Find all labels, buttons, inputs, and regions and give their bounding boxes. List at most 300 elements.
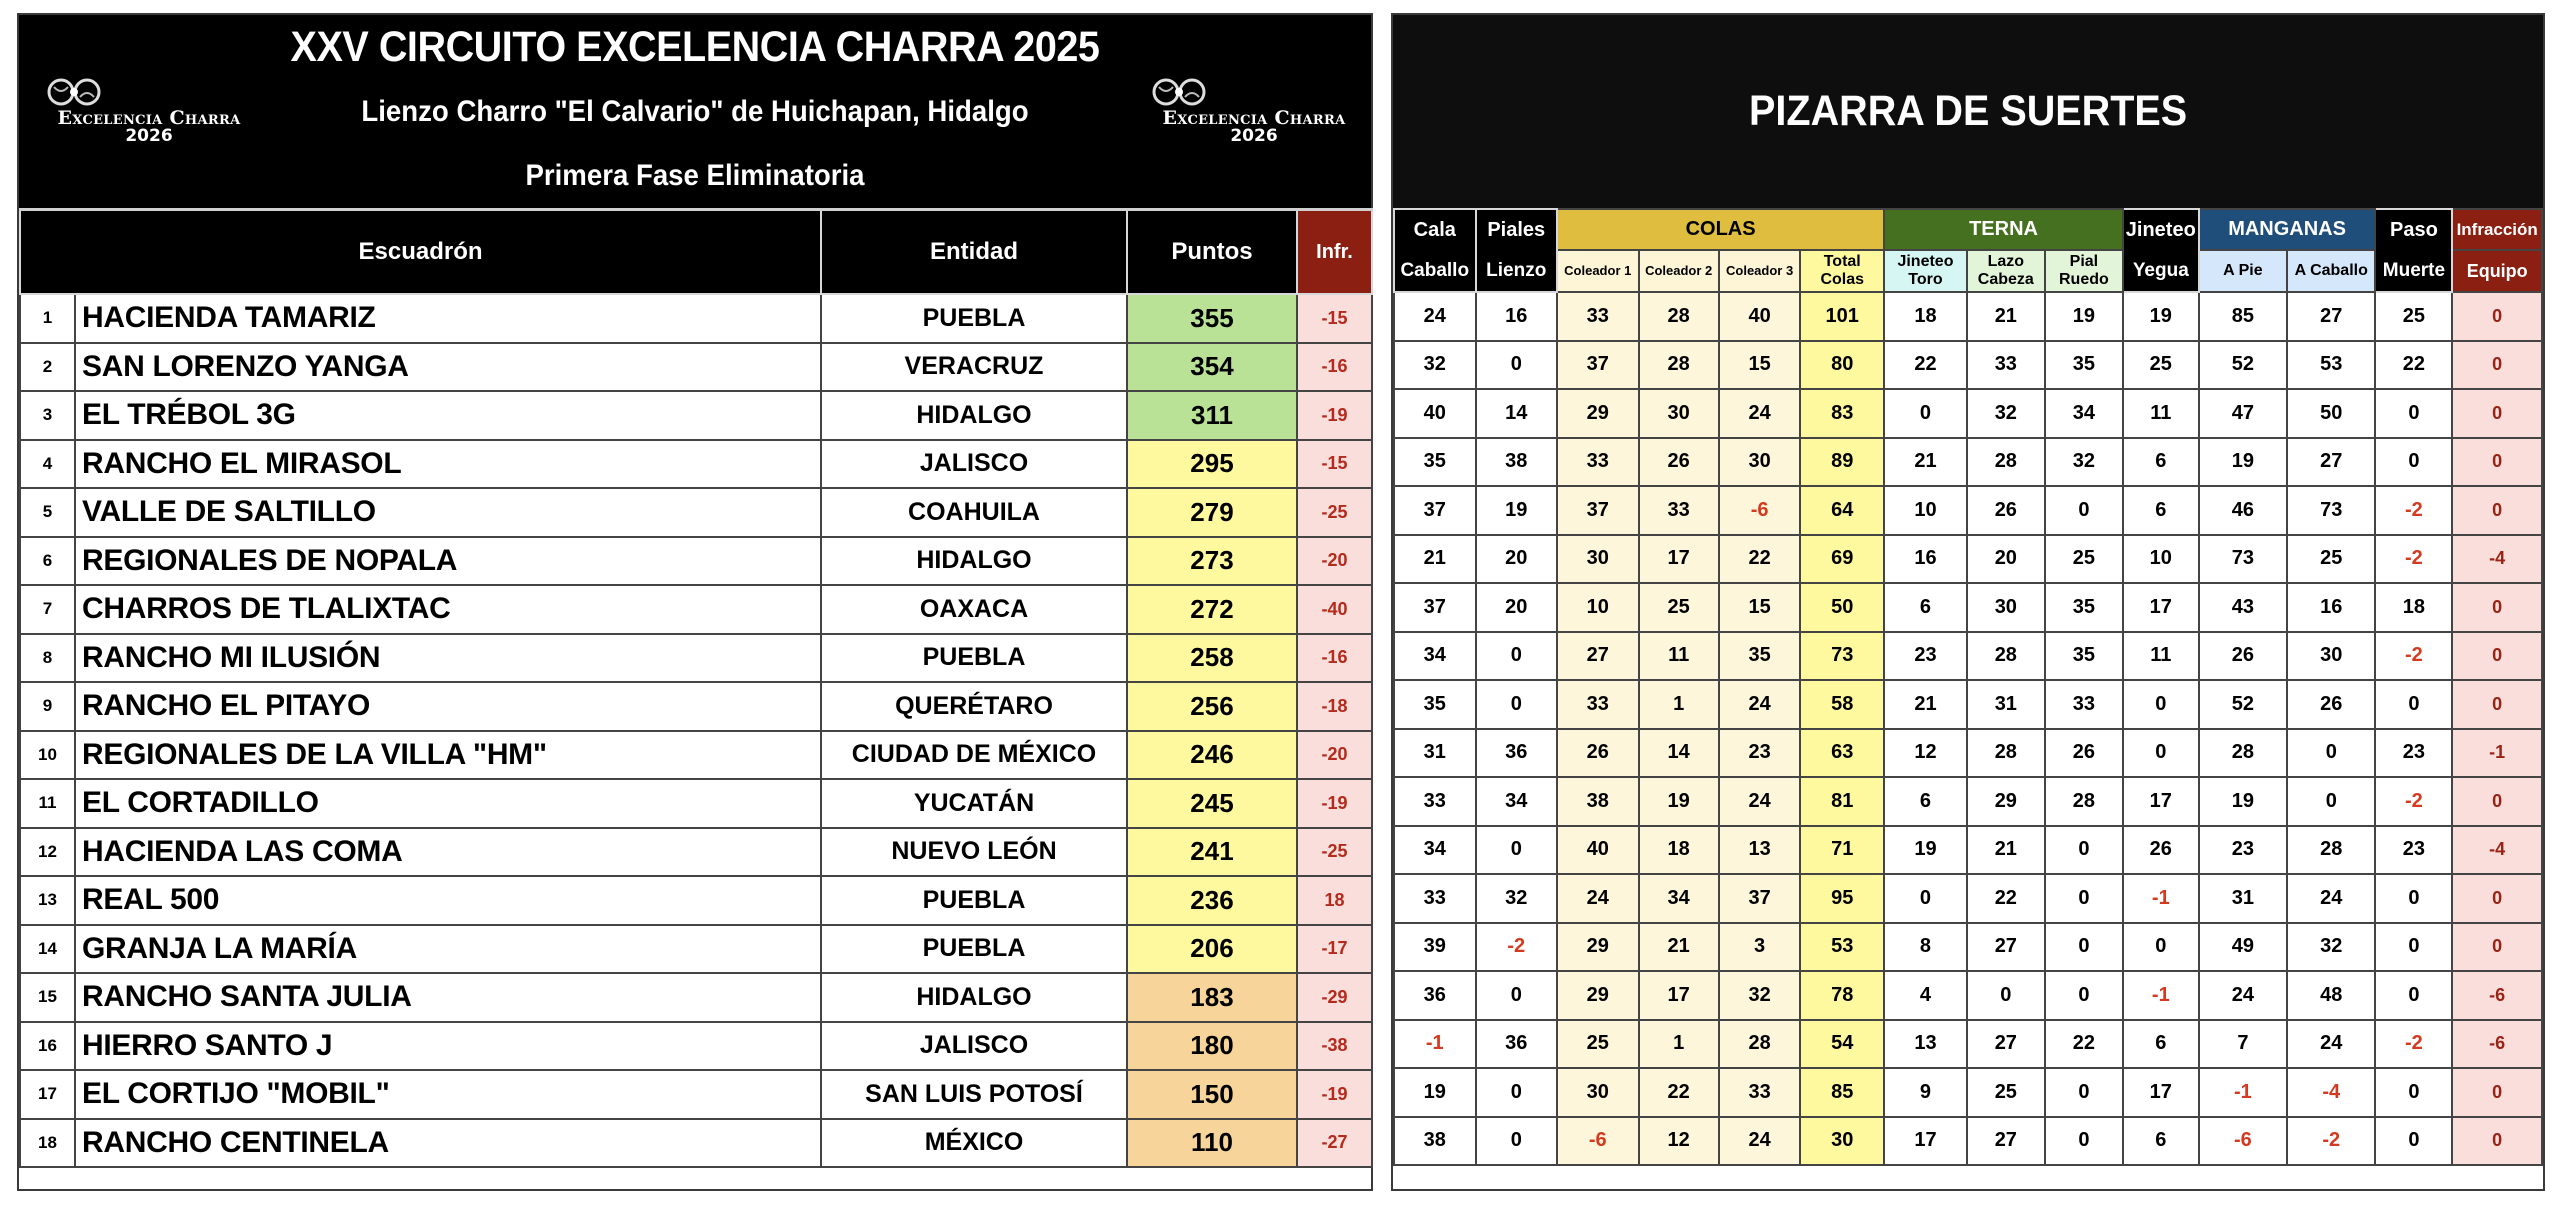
- state-cell: HIDALGO: [821, 537, 1127, 586]
- points-cell: 206: [1127, 925, 1297, 974]
- infractions-cell: -38: [1297, 1022, 1372, 1071]
- infractions-cell: -16: [1297, 343, 1372, 392]
- cala-caballo-cell: 34: [1394, 826, 1476, 875]
- jineteo-toro-cell: 9: [1884, 1068, 1967, 1117]
- paso-muerte-cell: 0: [2375, 971, 2452, 1020]
- jineteo-yegua-cell: 11: [2123, 632, 2199, 681]
- coleador-3-cell: 3: [1719, 923, 1801, 972]
- team-name-cell: HIERRO SANTO J: [75, 1022, 821, 1071]
- lazo-cabeza-cell: 21: [1967, 826, 2045, 875]
- position-cell: 12: [20, 828, 75, 877]
- infractions-cell: -40: [1297, 585, 1372, 634]
- lazo-cabeza-cell: 32: [1967, 389, 2045, 438]
- jineteo-yegua-cell: 10: [2123, 535, 2199, 584]
- cala-caballo-cell: 37: [1394, 583, 1476, 632]
- header-a-caballo: A Caballo: [2287, 250, 2375, 292]
- position-cell: 2: [20, 343, 75, 392]
- standings-row: [20, 1022, 1372, 1071]
- coleador-3-cell: 23: [1719, 729, 1801, 778]
- logo-text: Excelencia Charra: [57, 107, 241, 129]
- infraccion-equipo-cell: 0: [2452, 632, 2542, 681]
- points-cell: 246: [1127, 731, 1297, 780]
- logo-text: Excelencia Charra: [1162, 107, 1346, 129]
- standings-row: [20, 294, 1372, 343]
- infractions-cell: -16: [1297, 634, 1372, 683]
- points-cell: 355: [1127, 294, 1297, 343]
- total-colas-cell: 101: [1800, 292, 1884, 341]
- coleador-2-cell: 11: [1639, 632, 1719, 681]
- piales-lienzo-cell: 20: [1476, 583, 1558, 632]
- infraccion-equipo-cell: 0: [2452, 1117, 2542, 1166]
- infraccion-equipo-cell: -6: [2452, 1020, 2542, 1069]
- header-coleador-2: Coleador 2: [1639, 250, 1719, 292]
- state-cell: HIDALGO: [821, 391, 1127, 440]
- state-cell: PUEBLA: [821, 294, 1127, 343]
- cala-caballo-cell: 36: [1394, 971, 1476, 1020]
- jineteo-toro-cell: 6: [1884, 583, 1967, 632]
- mangana-a-pie-cell: 31: [2199, 874, 2287, 923]
- jineteo-yegua-cell: -1: [2123, 971, 2199, 1020]
- position-cell: 16: [20, 1022, 75, 1071]
- standings-title-block: [19, 15, 1371, 208]
- team-name-cell: RANCHO SANTA JULIA: [75, 973, 821, 1022]
- team-name-cell: RANCHO EL MIRASOL: [75, 440, 821, 489]
- standings-row: [20, 682, 1372, 731]
- lazo-cabeza-cell: 31: [1967, 680, 2045, 729]
- pial-ruedo-cell: 25: [2045, 535, 2123, 584]
- mangana-a-pie-cell: 19: [2199, 438, 2287, 487]
- team-name-cell: HACIENDA TAMARIZ: [75, 294, 821, 343]
- piales-lienzo-cell: 20: [1476, 535, 1558, 584]
- team-name-cell: EL TRÉBOL 3G: [75, 391, 821, 440]
- mangana-a-pie-cell: 73: [2199, 535, 2287, 584]
- header-jineteo-toro-line2: Toro: [1908, 271, 1943, 288]
- coleador-2-cell: 33: [1639, 486, 1719, 535]
- coleador-2-cell: 17: [1639, 535, 1719, 584]
- jineteo-yegua-cell: 25: [2123, 341, 2199, 390]
- points-cell: 295: [1127, 440, 1297, 489]
- points-cell: 311: [1127, 391, 1297, 440]
- standings-row: [20, 973, 1372, 1022]
- total-colas-cell: 63: [1800, 729, 1884, 778]
- team-name-cell: GRANJA LA MARÍA: [75, 925, 821, 974]
- position-cell: 1: [20, 294, 75, 343]
- header-lazo-cabeza-line2: Cabeza: [1977, 271, 2034, 288]
- coleador-2-cell: 18: [1639, 826, 1719, 875]
- mangana-a-pie-cell: 85: [2199, 292, 2287, 341]
- infractions-cell: -25: [1297, 488, 1372, 537]
- points-cell: 180: [1127, 1022, 1297, 1071]
- infraccion-equipo-cell: 0: [2452, 583, 2542, 632]
- mangana-a-pie-cell: 28: [2199, 729, 2287, 778]
- infractions-cell: -29: [1297, 973, 1372, 1022]
- lazo-cabeza-cell: 33: [1967, 341, 2045, 390]
- state-cell: PUEBLA: [821, 634, 1127, 683]
- board-row: [1394, 1117, 2542, 1166]
- paso-muerte-cell: -2: [2375, 1020, 2452, 1069]
- position-cell: 6: [20, 537, 75, 586]
- jineteo-toro-cell: 17: [1884, 1117, 1967, 1166]
- total-colas-cell: 85: [1800, 1068, 1884, 1117]
- jineteo-toro-cell: 12: [1884, 729, 1967, 778]
- lazo-cabeza-cell: 27: [1967, 1117, 2045, 1166]
- coleador-2-cell: 28: [1639, 341, 1719, 390]
- coleador-2-cell: 1: [1639, 1020, 1719, 1069]
- jineteo-toro-cell: 4: [1884, 971, 1967, 1020]
- paso-muerte-cell: 23: [2375, 826, 2452, 875]
- jineteo-toro-cell: 21: [1884, 680, 1967, 729]
- position-cell: 14: [20, 925, 75, 974]
- infractions-cell: -19: [1297, 391, 1372, 440]
- header-state: Entidad: [821, 210, 1127, 295]
- coleador-1-cell: 37: [1557, 486, 1639, 535]
- pial-ruedo-cell: 35: [2045, 341, 2123, 390]
- position-cell: 13: [20, 876, 75, 925]
- state-cell: PUEBLA: [821, 876, 1127, 925]
- coleador-1-cell: 29: [1557, 923, 1639, 972]
- mangana-a-pie-cell: 23: [2199, 826, 2287, 875]
- infractions-cell: -20: [1297, 731, 1372, 780]
- standings-row: [20, 343, 1372, 392]
- mangana-a-caballo-cell: 0: [2287, 729, 2375, 778]
- coleador-3-cell: 22: [1719, 535, 1801, 584]
- total-colas-cell: 69: [1800, 535, 1884, 584]
- header-pial-ruedo-line2: Ruedo: [2058, 271, 2109, 288]
- infraccion-equipo-cell: 0: [2452, 292, 2542, 341]
- coleador-1-cell: 33: [1557, 680, 1639, 729]
- coleador-2-cell: 28: [1639, 292, 1719, 341]
- cala-caballo-cell: 39: [1394, 923, 1476, 972]
- jineteo-yegua-cell: 6: [2123, 486, 2199, 535]
- standings-row: [20, 537, 1372, 586]
- standings-row: [20, 391, 1372, 440]
- board-header-row-1: [1394, 209, 2542, 250]
- header-jineteo: Jineteo: [2123, 209, 2199, 250]
- paso-muerte-cell: 0: [2375, 1117, 2452, 1166]
- paso-muerte-cell: 0: [2375, 438, 2452, 487]
- jineteo-yegua-cell: 17: [2123, 777, 2199, 826]
- paso-muerte-cell: 0: [2375, 874, 2452, 923]
- phase-subtitle: Primera Fase Eliminatoria: [525, 159, 865, 192]
- coleador-3-cell: 24: [1719, 680, 1801, 729]
- state-cell: PUEBLA: [821, 925, 1127, 974]
- header-coleador-3: Coleador 3: [1719, 250, 1801, 292]
- board-row: [1394, 874, 2542, 923]
- standings-row: [20, 488, 1372, 537]
- points-cell: 236: [1127, 876, 1297, 925]
- mangana-a-pie-cell: 24: [2199, 971, 2287, 1020]
- standings-row: [20, 1070, 1372, 1119]
- jineteo-yegua-cell: 19: [2123, 292, 2199, 341]
- cala-caballo-cell: -1: [1394, 1020, 1476, 1069]
- coleador-2-cell: 25: [1639, 583, 1719, 632]
- cala-caballo-cell: 34: [1394, 632, 1476, 681]
- team-name-cell: CHARROS DE TLALIXTAC: [75, 585, 821, 634]
- paso-muerte-cell: 22: [2375, 341, 2452, 390]
- page-title: XXV CIRCUITO EXCELENCIA CHARRA 2025: [290, 23, 1100, 71]
- piales-lienzo-cell: 32: [1476, 874, 1558, 923]
- header-colas: COLAS: [1557, 209, 1884, 250]
- points-cell: 256: [1127, 682, 1297, 731]
- coleador-1-cell: 29: [1557, 971, 1639, 1020]
- board-title: PIZARRA DE SUERTES: [1748, 87, 2188, 135]
- pial-ruedo-cell: 26: [2045, 729, 2123, 778]
- coleador-1-cell: 30: [1557, 1068, 1639, 1117]
- state-cell: COAHUILA: [821, 488, 1127, 537]
- total-colas-cell: 78: [1800, 971, 1884, 1020]
- board-row: [1394, 1020, 2542, 1069]
- pial-ruedo-cell: 28: [2045, 777, 2123, 826]
- mangana-a-caballo-cell: 24: [2287, 874, 2375, 923]
- mangana-a-caballo-cell: 26: [2287, 680, 2375, 729]
- paso-muerte-cell: 0: [2375, 680, 2452, 729]
- infractions-cell: -25: [1297, 828, 1372, 877]
- position-cell: 5: [20, 488, 75, 537]
- coleador-3-cell: 37: [1719, 874, 1801, 923]
- mangana-a-caballo-cell: 27: [2287, 438, 2375, 487]
- mangana-a-pie-cell: 49: [2199, 923, 2287, 972]
- pial-ruedo-cell: 0: [2045, 826, 2123, 875]
- header-equipo: Equipo: [2452, 250, 2542, 292]
- infractions-cell: -20: [1297, 537, 1372, 586]
- paso-muerte-cell: 18: [2375, 583, 2452, 632]
- coleador-2-cell: 17: [1639, 971, 1719, 1020]
- total-colas-cell: 80: [1800, 341, 1884, 390]
- cala-caballo-cell: 21: [1394, 535, 1476, 584]
- position-cell: 7: [20, 585, 75, 634]
- jineteo-yegua-cell: 11: [2123, 389, 2199, 438]
- lazo-cabeza-cell: 27: [1967, 923, 2045, 972]
- cala-caballo-cell: 32: [1394, 341, 1476, 390]
- lazo-cabeza-cell: 0: [1967, 971, 2045, 1020]
- board-row: [1394, 680, 2542, 729]
- infraccion-equipo-cell: 0: [2452, 486, 2542, 535]
- mangana-a-caballo-cell: 16: [2287, 583, 2375, 632]
- points-cell: 272: [1127, 585, 1297, 634]
- state-cell: YUCATÁN: [821, 779, 1127, 828]
- coleador-3-cell: -6: [1719, 486, 1801, 535]
- jineteo-toro-cell: 18: [1884, 292, 1967, 341]
- coleador-2-cell: 14: [1639, 729, 1719, 778]
- mangana-a-caballo-cell: -2: [2287, 1117, 2375, 1166]
- cala-caballo-cell: 19: [1394, 1068, 1476, 1117]
- infractions-cell: 18: [1297, 876, 1372, 925]
- jineteo-yegua-cell: 0: [2123, 680, 2199, 729]
- header-jineteo-toro: [1884, 250, 1967, 292]
- piales-lienzo-cell: 16: [1476, 292, 1558, 341]
- logo-year: 2026: [125, 126, 173, 146]
- paso-muerte-cell: 0: [2375, 389, 2452, 438]
- board-row: [1394, 438, 2542, 487]
- pial-ruedo-cell: 34: [2045, 389, 2123, 438]
- header-muerte: Muerte: [2375, 250, 2452, 292]
- coleador-1-cell: 40: [1557, 826, 1639, 875]
- pial-ruedo-cell: 0: [2045, 486, 2123, 535]
- total-colas-cell: 89: [1800, 438, 1884, 487]
- total-colas-cell: 30: [1800, 1117, 1884, 1166]
- total-colas-cell: 58: [1800, 680, 1884, 729]
- pial-ruedo-cell: 0: [2045, 971, 2123, 1020]
- piales-lienzo-cell: 36: [1476, 1020, 1558, 1069]
- header-lazo-cabeza: [1967, 250, 2045, 292]
- mangana-a-pie-cell: 26: [2199, 632, 2287, 681]
- paso-muerte-cell: -2: [2375, 486, 2452, 535]
- board-row: [1394, 389, 2542, 438]
- pial-ruedo-cell: 33: [2045, 680, 2123, 729]
- points-cell: 354: [1127, 343, 1297, 392]
- coleador-3-cell: 15: [1719, 341, 1801, 390]
- jineteo-toro-cell: 21: [1884, 438, 1967, 487]
- jineteo-toro-cell: 19: [1884, 826, 1967, 875]
- header-manganas: MANGANAS: [2199, 209, 2376, 250]
- jineteo-yegua-cell: 0: [2123, 923, 2199, 972]
- jineteo-toro-cell: 10: [1884, 486, 1967, 535]
- jineteo-yegua-cell: 17: [2123, 1068, 2199, 1117]
- coleador-2-cell: 22: [1639, 1068, 1719, 1117]
- points-cell: 241: [1127, 828, 1297, 877]
- mangana-a-caballo-cell: 25: [2287, 535, 2375, 584]
- team-name-cell: RANCHO CENTINELA: [75, 1119, 821, 1168]
- position-cell: 3: [20, 391, 75, 440]
- coleador-3-cell: 32: [1719, 971, 1801, 1020]
- total-colas-cell: 95: [1800, 874, 1884, 923]
- total-colas-cell: 83: [1800, 389, 1884, 438]
- coleador-2-cell: 19: [1639, 777, 1719, 826]
- cala-caballo-cell: 31: [1394, 729, 1476, 778]
- position-cell: 17: [20, 1070, 75, 1119]
- team-name-cell: RANCHO EL PITAYO: [75, 682, 821, 731]
- jineteo-yegua-cell: 6: [2123, 1020, 2199, 1069]
- coleador-1-cell: 37: [1557, 341, 1639, 390]
- header-piales: Piales: [1476, 209, 1558, 250]
- header-lazo-cabeza-line1: Lazo: [1987, 253, 2025, 271]
- coleador-3-cell: 30: [1719, 438, 1801, 487]
- piales-lienzo-cell: 38: [1476, 438, 1558, 487]
- lazo-cabeza-cell: 27: [1967, 1020, 2045, 1069]
- board-row: [1394, 583, 2542, 632]
- coleador-1-cell: -6: [1557, 1117, 1639, 1166]
- lazo-cabeza-cell: 20: [1967, 535, 2045, 584]
- standings-row: [20, 925, 1372, 974]
- infraccion-equipo-cell: 0: [2452, 389, 2542, 438]
- position-cell: 18: [20, 1119, 75, 1168]
- mangana-a-pie-cell: -1: [2199, 1068, 2287, 1117]
- points-cell: 279: [1127, 488, 1297, 537]
- mangana-a-pie-cell: 46: [2199, 486, 2287, 535]
- board-row: [1394, 729, 2542, 778]
- total-colas-cell: 64: [1800, 486, 1884, 535]
- coleador-1-cell: 33: [1557, 438, 1639, 487]
- piales-lienzo-cell: 0: [1476, 632, 1558, 681]
- header-total-colas: [1800, 250, 1884, 292]
- board-row: [1394, 777, 2542, 826]
- coleador-3-cell: 35: [1719, 632, 1801, 681]
- jineteo-toro-cell: 8: [1884, 923, 1967, 972]
- piales-lienzo-cell: 0: [1476, 341, 1558, 390]
- infractions-cell: -19: [1297, 1070, 1372, 1119]
- points-cell: 245: [1127, 779, 1297, 828]
- total-colas-cell: 53: [1800, 923, 1884, 972]
- piales-lienzo-cell: 0: [1476, 1117, 1558, 1166]
- infraccion-equipo-cell: -4: [2452, 826, 2542, 875]
- paso-muerte-cell: -2: [2375, 777, 2452, 826]
- cala-caballo-cell: 38: [1394, 1117, 1476, 1166]
- mangana-a-caballo-cell: 73: [2287, 486, 2375, 535]
- cala-caballo-cell: 40: [1394, 389, 1476, 438]
- position-cell: 9: [20, 682, 75, 731]
- standings-header-row: [20, 210, 1372, 295]
- infractions-cell: -15: [1297, 440, 1372, 489]
- piales-lienzo-cell: 14: [1476, 389, 1558, 438]
- board-row: [1394, 535, 2542, 584]
- coleador-3-cell: 33: [1719, 1068, 1801, 1117]
- total-colas-cell: 81: [1800, 777, 1884, 826]
- piales-lienzo-cell: -2: [1476, 923, 1558, 972]
- mangana-a-caballo-cell: -4: [2287, 1068, 2375, 1117]
- jineteo-toro-cell: 13: [1884, 1020, 1967, 1069]
- coleador-2-cell: 21: [1639, 923, 1719, 972]
- infraccion-equipo-cell: 0: [2452, 923, 2542, 972]
- logo-year: 2026: [1230, 126, 1278, 146]
- standings-row: [20, 828, 1372, 877]
- standings-row: [20, 779, 1372, 828]
- header-terna: TERNA: [1884, 209, 2123, 250]
- total-colas-cell: 73: [1800, 632, 1884, 681]
- state-cell: SAN LUIS POTOSÍ: [821, 1070, 1127, 1119]
- team-name-cell: VALLE DE SALTILLO: [75, 488, 821, 537]
- lazo-cabeza-cell: 25: [1967, 1068, 2045, 1117]
- mangana-a-caballo-cell: 24: [2287, 1020, 2375, 1069]
- state-cell: OAXACA: [821, 585, 1127, 634]
- header-lienzo: Lienzo: [1476, 250, 1558, 292]
- team-name-cell: REGIONALES DE LA VILLA "HM": [75, 731, 821, 780]
- standings-row: [20, 634, 1372, 683]
- jineteo-yegua-cell: -1: [2123, 874, 2199, 923]
- board-row: [1394, 971, 2542, 1020]
- infractions-cell: -17: [1297, 925, 1372, 974]
- standings-row: [20, 876, 1372, 925]
- header-points: Puntos: [1127, 210, 1297, 295]
- mangana-a-pie-cell: 52: [2199, 341, 2287, 390]
- piales-lienzo-cell: 36: [1476, 729, 1558, 778]
- position-cell: 15: [20, 973, 75, 1022]
- lazo-cabeza-cell: 21: [1967, 292, 2045, 341]
- infraccion-equipo-cell: 0: [2452, 874, 2542, 923]
- mangana-a-pie-cell: 47: [2199, 389, 2287, 438]
- position-cell: 8: [20, 634, 75, 683]
- team-name-cell: REAL 500: [75, 876, 821, 925]
- jineteo-yegua-cell: 0: [2123, 729, 2199, 778]
- state-cell: VERACRUZ: [821, 343, 1127, 392]
- header-team: Escuadrón: [20, 210, 821, 295]
- infractions-cell: -27: [1297, 1119, 1372, 1168]
- score-board-panel: [1391, 13, 2545, 1191]
- infraccion-equipo-cell: -1: [2452, 729, 2542, 778]
- coleador-3-cell: 24: [1719, 777, 1801, 826]
- coleador-1-cell: 25: [1557, 1020, 1639, 1069]
- team-name-cell: HACIENDA LAS COMA: [75, 828, 821, 877]
- coleador-1-cell: 33: [1557, 292, 1639, 341]
- pial-ruedo-cell: 22: [2045, 1020, 2123, 1069]
- points-cell: 273: [1127, 537, 1297, 586]
- header-total-colas-line1: Total: [1823, 253, 1861, 271]
- mangana-a-caballo-cell: 28: [2287, 826, 2375, 875]
- standings-row: [20, 1119, 1372, 1168]
- coleador-3-cell: 28: [1719, 1020, 1801, 1069]
- jineteo-toro-cell: 22: [1884, 341, 1967, 390]
- lazo-cabeza-cell: 30: [1967, 583, 2045, 632]
- lazo-cabeza-cell: 28: [1967, 729, 2045, 778]
